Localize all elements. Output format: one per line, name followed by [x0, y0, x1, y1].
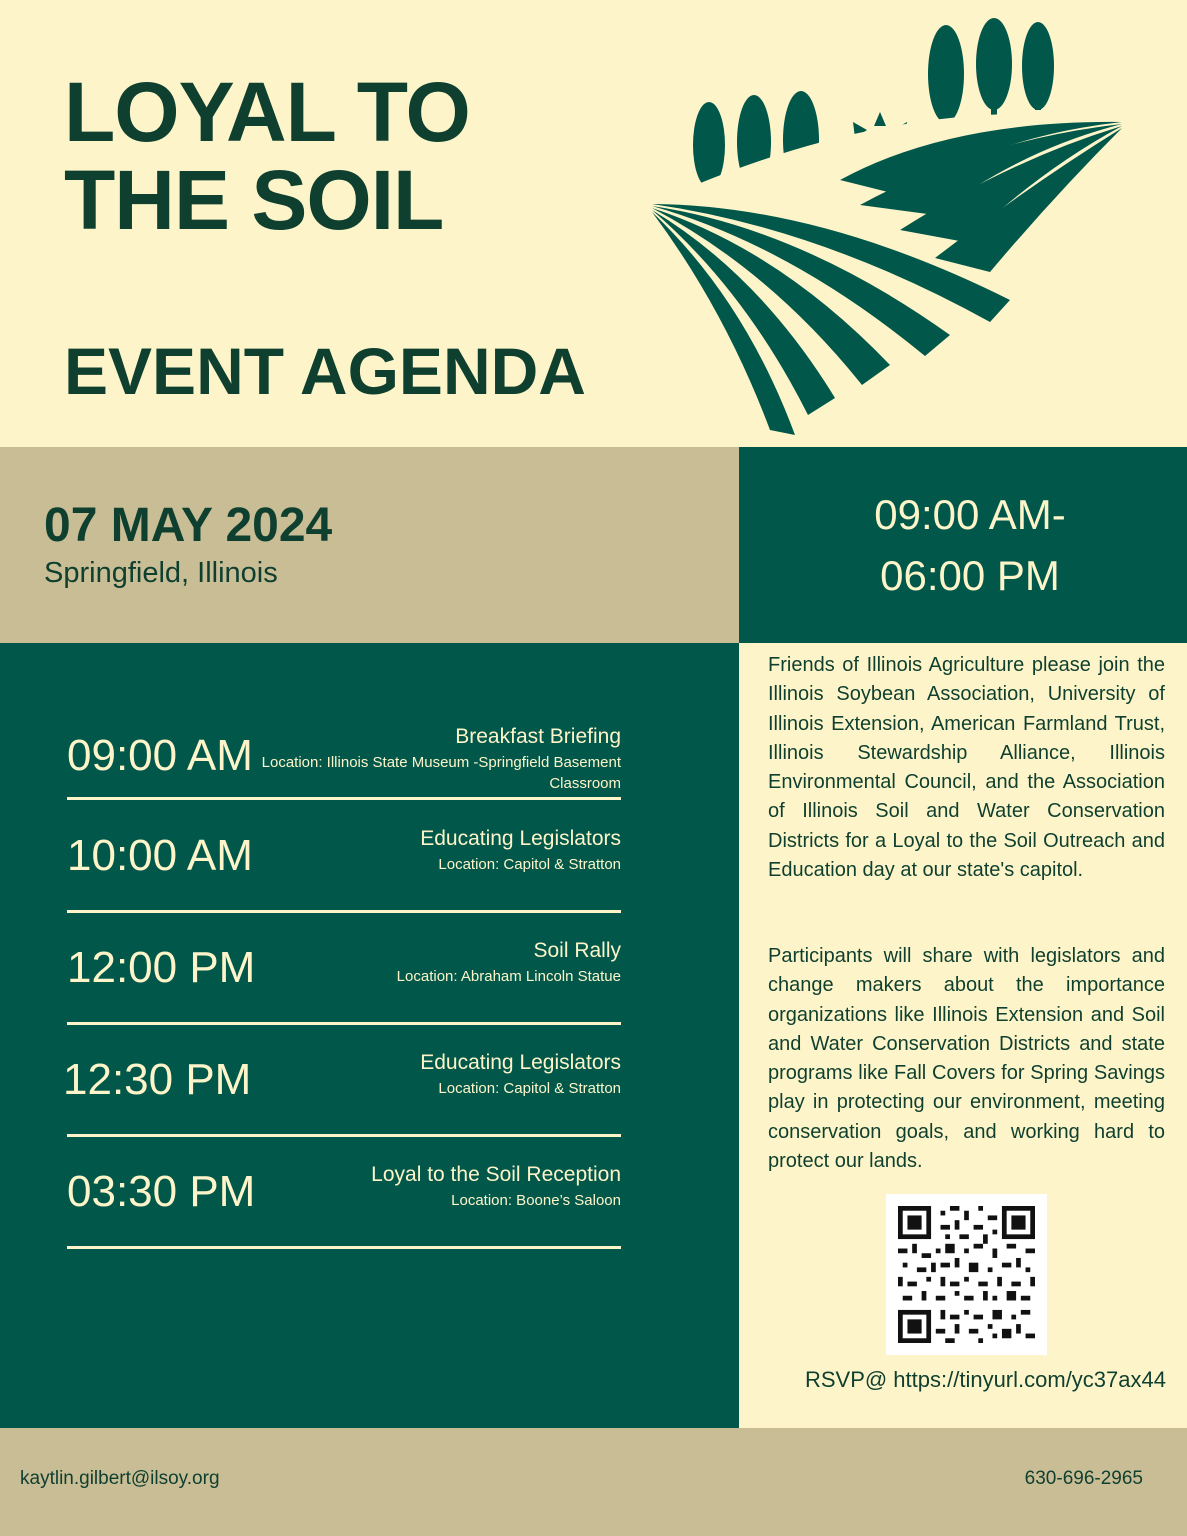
page-title-line-1: LOYAL TO [64, 65, 470, 159]
agenda-title: Breakfast Briefing [455, 725, 621, 748]
contact-email[interactable]: kaytlin.gilbert@ilsoy.org [20, 1468, 220, 1489]
agenda-time: 12:30 PM [63, 1055, 252, 1104]
agenda-title: Educating Legislators [420, 827, 621, 850]
agenda-location: Location: Capitol & Stratton [438, 856, 621, 873]
agenda-item [0, 939, 739, 1052]
agenda-item [0, 725, 739, 838]
agenda-divider [67, 1022, 621, 1025]
agenda-time: 03:30 PM [67, 1167, 256, 1216]
agenda-title: Loyal to the Soil Reception [371, 1163, 621, 1186]
agenda-item [0, 1163, 739, 1276]
agenda-time: 10:00 AM [67, 831, 253, 880]
agenda-time: 12:00 PM [67, 943, 256, 992]
agenda-location: Location: Illinois State Museum -Springfield Basement Classroom [261, 754, 621, 792]
rsvp-link[interactable]: RSVP@ https://tinyurl.com/yc37ax44 [804, 1367, 1166, 1392]
agenda-panel [0, 643, 739, 1428]
event-time-end: 06:00 PM [880, 552, 1060, 599]
agenda-title: Soil Rally [533, 939, 621, 962]
event-date: 07 MAY 2024 [44, 499, 333, 552]
info-paragraph: Friends of Illinois Agriculture please join the Illinois Soybean Association, University of Illinois Extension, American Farmland Trust, Illinois Stewardship Alliance, Illinois Environmental Council, and the Association of Illinois Soil and Water Conservation Districts for a Loyal to the Soil Outreach and Education day at our state's capitol. [768, 654, 1165, 882]
tree-icon [928, 25, 964, 130]
agenda-divider [67, 910, 621, 913]
agenda-location: Location: Boone’s Saloon [451, 1192, 621, 1209]
time-block [739, 447, 1187, 643]
agenda-title: Educating Legislators [420, 1051, 621, 1074]
agenda-location: Location: Abraham Lincoln Statue [396, 968, 621, 985]
event-location: Springfield, Illinois [44, 557, 278, 589]
agenda-divider [67, 797, 621, 800]
info-paragraph: Participants will share with legislators and change makers about the importance organizations like Illinois Extension and Soil and Water Conservation Districts and state programs like Fall Covers for Spring Savings play in protecting our environment, meeting conservation goals, and working hard to protect our lands. [768, 945, 1165, 1173]
agenda-divider [67, 1134, 621, 1137]
tree-icon [1022, 22, 1054, 110]
event-time-start: 09:00 AM- [874, 491, 1066, 538]
agenda-time: 09:00 AM [67, 731, 253, 780]
agenda-divider [67, 1246, 621, 1249]
contact-phone[interactable]: 630-696-2965 [1024, 1468, 1143, 1489]
page-subtitle: EVENT AGENDA [64, 334, 586, 408]
tree-icon [976, 18, 1012, 116]
agenda-item [0, 1051, 739, 1164]
farm-field-trees-sun-icon [640, 14, 1140, 444]
qr-code[interactable] [886, 1194, 1047, 1355]
agenda-location: Location: Capitol & Stratton [438, 1080, 621, 1097]
page-title-line-2: THE SOIL [64, 153, 444, 247]
qr-code-icon [898, 1206, 1035, 1343]
agenda-item [0, 827, 739, 940]
